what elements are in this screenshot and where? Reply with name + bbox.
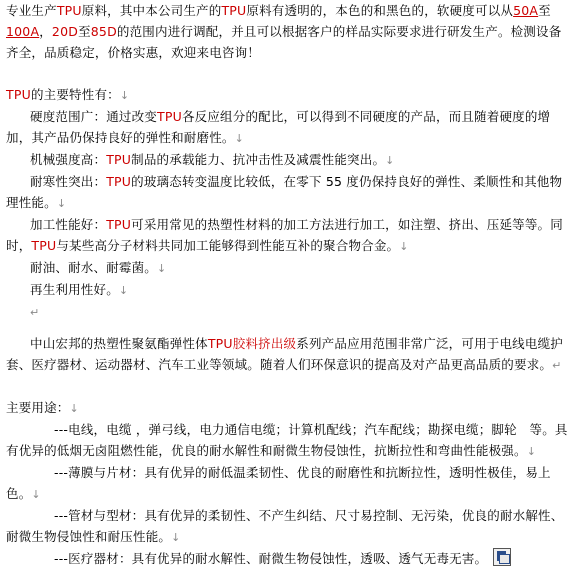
tpu-highlight: TPU [31,238,57,253]
return-mark: ↓ [69,402,79,415]
feature-label: 硬度范围广： [30,109,107,124]
use-item [6,505,574,548]
company-text: 系列产品应用范围非常广泛，可用于电线电缆护套、医疗器材、运动器材、汽车工业等领域。随着人们环保意识的提高及对产品更高品质的要求。 [6,336,563,372]
feature-text: 耐油、耐水、耐霉菌。 [30,260,158,275]
feature-item [6,214,574,257]
feature-text: 各反应组分的配比，可以得到不同硬度的产品，而且随着硬度的增加，其产品仍保持良好的弹性和耐磨性。 [6,109,551,145]
document-body [6,0,574,569]
feature-text: 与某些高分子材料共同加工能够得到性能互补的聚合物合金。 [56,238,400,253]
company-paragraph [6,333,574,376]
use-text: 薄膜与片材：具有优异的耐低温柔韧性、优良的耐磨性和抗断拉性，透明性极佳，易上色。 [6,465,551,501]
tpu-highlight: TPU [221,3,247,18]
intro-text: 原料有透明的，本色的和黑色的，软硬度可以从 [246,3,514,18]
blank-line [6,376,574,397]
feature-text: 再生利用性好。 [30,282,119,297]
return-mark: ↓ [171,531,181,544]
paragraph-end [6,301,574,323]
uses-heading [6,397,574,419]
return-mark: ↓ [234,132,245,145]
paragraph-mark: ↵ [30,306,40,319]
tpu-highlight: TPU [207,336,233,351]
hardness-value: 100A [6,24,40,39]
intro-text: 专业生产 [6,3,57,18]
dash-marker: --- [54,508,69,523]
return-mark: ↓ [157,262,167,275]
return-mark: ↓ [56,197,67,210]
feature-item [6,171,574,214]
intro-text: 至 [538,3,551,18]
feature-label: 加工性能好： [30,217,107,232]
intro-paragraph [6,0,574,63]
hardness-value: 50A [513,3,539,18]
company-text: 中山宏邦的热塑性聚氨酯弹性体 [30,336,208,351]
use-text: 电线，电缆 ，弹弓线，电力通信电缆；计算机配线；汽车配线；勘探电缆；脚轮 等。具有优异的低烟无卤阻燃性能，优良的耐水解性和耐微生物侵蚀性，抗断拉性和弯曲性能极强。 [6,422,568,458]
dash-marker: --- [54,422,69,437]
tpu-highlight: TPU [106,217,132,232]
intro-text: ， [39,24,52,39]
return-mark: ↓ [399,240,409,253]
use-item [6,419,574,462]
return-mark: ↓ [385,154,395,167]
blank-line [6,63,574,84]
return-mark: ↓ [526,445,537,458]
feature-text: 制品的承载能力、抗冲击性及减震性能突出。 [131,152,386,167]
blank-line [6,323,574,333]
return-mark: ↓ [31,488,41,501]
paste-options-icon[interactable] [493,548,511,566]
use-item [6,462,574,505]
feature-text: 通过改变 [106,109,158,124]
dash-marker: --- [54,551,69,566]
return-mark: ↓ [118,284,129,297]
intro-text: 的范围内进行调配，并且可以根据客户的样品实际要求进行研发生产。检测设备齐全，品质稳定，价格实惠，欢迎来电咨询！ [6,24,562,60]
feature-text: 的玻璃态转变温度比较低，在零下 55 度仍保持良好的弹性、柔顺性和其他物理性能。 [6,174,563,210]
tpu-highlight: TPU [157,109,182,124]
tpu-highlight: TPU [106,152,132,167]
tpu-highlight: TPU [56,3,82,18]
intro-text: 原料，其中本公司生产的 [81,3,222,18]
grade-highlight: 胶料挤出级 [232,336,297,351]
feature-extra [6,257,574,279]
features-heading [6,84,574,106]
heading-text: 主要用途： [6,400,70,415]
feature-label: 机械强度高： [30,152,107,167]
use-text: 管材与型材：具有优异的柔韧性、不产生纠结、尺寸易控制、无污染，优良的耐水解性、耐微生物侵蚀性和耐压性能。 [6,508,564,544]
dash-marker: --- [54,465,69,480]
use-text: 医疗器材：具有优异的耐水解性、耐微生物侵蚀性，透吸、透气无毒无害。 [68,551,488,566]
feature-item [6,106,574,149]
heading-text: 的主要特性有： [30,87,120,102]
hardness-value: 85D [90,24,117,39]
feature-text: 可采用常见的热塑性材料的加工方法进行加工，如注塑、挤出、压延等等。同时， [6,217,563,253]
feature-extra [6,279,574,301]
tpu-highlight: TPU [106,174,132,189]
feature-label: 耐寒性突出： [30,174,107,189]
return-mark: ↓ [119,89,130,102]
paragraph-mark: ↵ [552,359,562,372]
intro-text: 至 [78,24,91,39]
hardness-value: 20D [51,24,79,39]
tpu-highlight: TPU [6,87,31,102]
feature-item [6,149,574,171]
use-item [6,548,574,569]
